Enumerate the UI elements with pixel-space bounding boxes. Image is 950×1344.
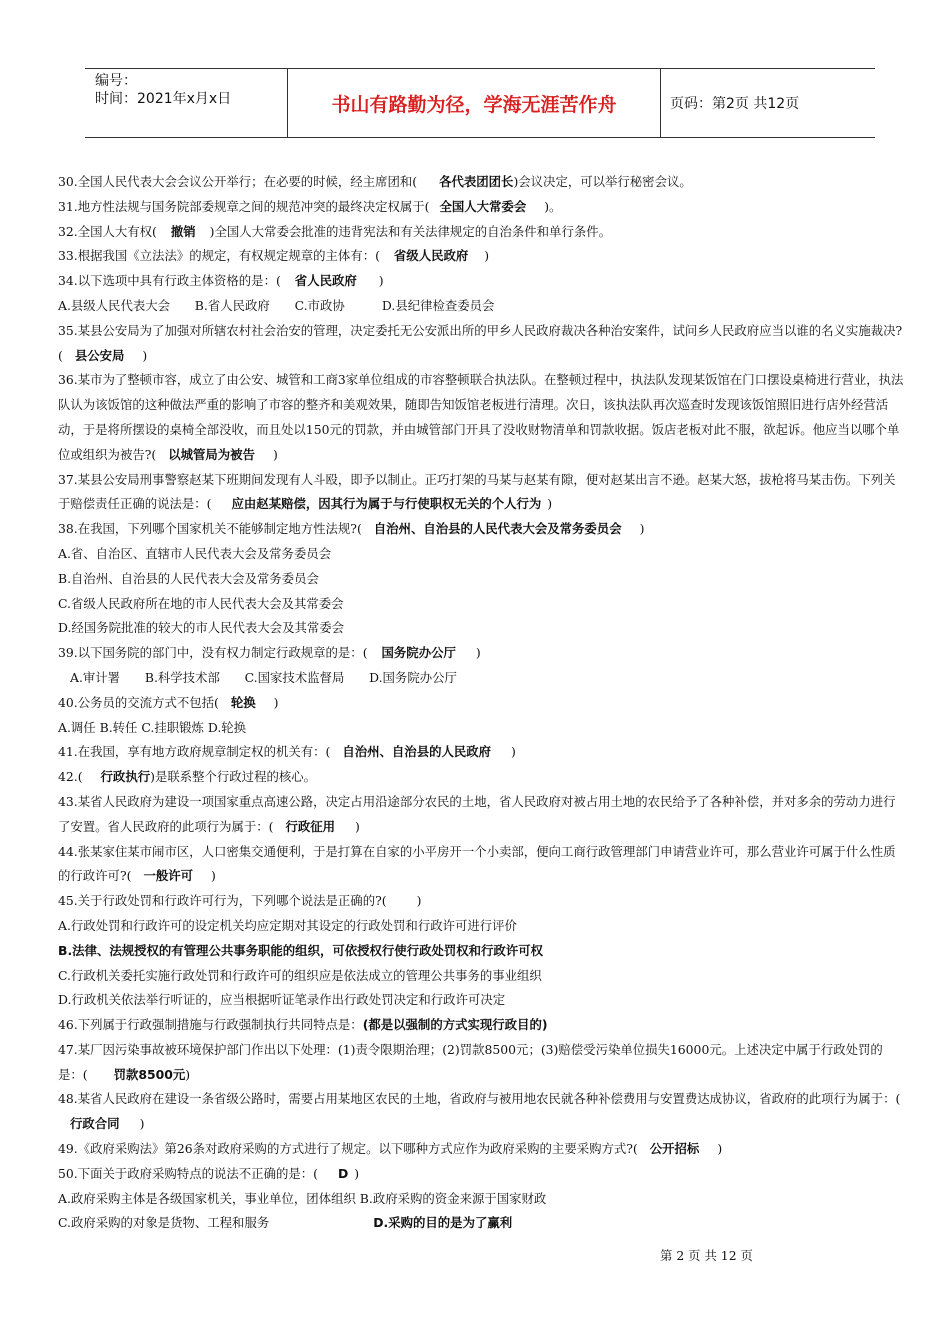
header-motto <box>287 69 661 137</box>
question-40-options: A.调任 B.转任 C.挂职锻炼 D.轮换 <box>58 719 247 735</box>
answer-40: 轮换 <box>230 694 256 710</box>
question-45-option-d: D.行政机关依法举行听证的，应当根据听证笔录作出行政处罚决定和行政许可决定 <box>58 992 506 1008</box>
question-44: 44.张某家住某市闹市区，人口密集交通便利，于是打算在自家的小平房开一个小卖部，便向工商行政管理部门申请营业许可，那么营业许可属于什么性质的行政许可?( 一般许可 ) <box>58 843 896 884</box>
question-30: 30.全国人民代表大会会议公开举行；在必要的时候，经主席团和( 各代表团团长)会议决定，可以举行秘密会议。 <box>58 174 692 189</box>
page-header <box>85 68 875 138</box>
answer-37: 应由赵某赔偿，因其行为属于与行使职权无关的个人行为 <box>231 496 542 512</box>
serial-label: 编号： <box>95 73 137 89</box>
header-meta <box>85 69 287 137</box>
answer-33: 省级人民政府 <box>393 248 469 264</box>
motto-text: 书山有路勤为径，学海无涯苦作舟 <box>331 93 617 116</box>
question-46: 46.下列属于行政强制措施与行政强制执行共同特点是：(都是以强制的方式实现行政目的) <box>58 1017 548 1033</box>
question-36: 36.某市为了整顿市容，成立了由公安、城管和工商3家单位组成的市容整顿联合执法队。在整顿过程中，执法队发现某饭馆在门口摆设桌椅进行营业，执法队认为该饭馆的这种做法严重的影响了市容的整齐和美观效果，随即告知饭馆老板进行清理。次日，该执法队再次巡查时发现该饭馆照旧进行店外经营活动，于是将所摆设的桌椅全部没收，而且处以150元的罚款，并由城管部门开具了没收财物清单和罚款收据。饭店老板对此不服，欲起诉。他应当以哪个单位或组织为被告?( 以城管局为被告 ) <box>58 372 904 462</box>
question-47: 47.某厂因污染事故被环境保护部门作出以下处理：(1)责令限期治理；(2)罚款8500元；(3)赔偿受污染单位损失16000元。上述决定中属于行政处罚的是：( 罚款8500元) <box>58 1041 883 1082</box>
question-42: 42.( 行政执行)是联系整个行政过程的核心。 <box>58 769 317 785</box>
question-45-option-c: C.行政机关委托实施行政处罚和行政许可的组织应是依法成立的管理公共事务的事业组织 <box>58 967 542 983</box>
answer-43: 行政征用 <box>285 818 336 834</box>
question-41: 41.在我国，享有地方政府规章制定权的机关有：( 自治州、自治县的人民政府 ) <box>58 744 516 760</box>
answer-38: 自治州、自治县的人民代表大会及常务委员会 <box>373 521 622 537</box>
answer-31: 全国人大常委会 <box>439 198 527 214</box>
page-indicator: 页码：第2页 共12页 <box>670 96 800 112</box>
answer-44: 一般许可 <box>143 868 193 884</box>
time-label: 时间：2021年x月x日 <box>95 91 232 107</box>
question-50-options-cd: C.政府采购的对象是货物、工程和服务 D.采购的目的是为了赢利 <box>58 1215 513 1231</box>
question-50: 50.下面关于政府采购特点的说法不正确的是：( D ) <box>58 1165 360 1181</box>
answer-32: 撤销 <box>170 223 196 239</box>
question-50-option-d: D.采购的目的是为了赢利 <box>373 1215 513 1231</box>
question-39-options: A.审计署 B.科学技术部 C.国家技术监督局 D.国务院办公厅 <box>70 669 457 685</box>
answer-36: 以城管局为被告 <box>168 446 255 462</box>
question-45: 45.关于行政处罚和行政许可行为，下列哪个说法是正确的?( ) <box>58 893 422 909</box>
answer-47: 罚款8500元 <box>113 1066 186 1082</box>
question-34-options: A.县级人民代表大会 B.省人民政府 C.市政协 D.县纪律检查委员会 <box>58 297 495 313</box>
answer-50: D <box>337 1165 349 1181</box>
question-50-options-ab: A.政府采购主体是各级国家机关，事业单位，团体组织 B.政府采购的资金来源于国家财政 <box>58 1190 547 1206</box>
question-40: 40.公务员的交流方式不包括( 轮换 ) <box>58 694 279 710</box>
question-45-option-a: A.行政处罚和行政许可的设定机关均应定期对其设定的行政处罚和行政许可进行评价 <box>58 917 517 933</box>
question-33: 33.根据我国《立法法》的规定，有权规定规章的主体有：( 省级人民政府 ) <box>58 248 490 264</box>
question-38-option-c: C.省级人民政府所在地的市人民代表大会及其常委会 <box>58 595 344 611</box>
question-38-option-d: D.经国务院批准的较大的市人民代表大会及其常委会 <box>58 620 345 636</box>
question-43: 43.某省人民政府为建设一项国家重点高速公路，决定占用沿途部分农民的土地，省人民政府对被占用土地的农民给予了各种补偿，并对多余的劳动力进行了安置。省人民政府的此项行为属于：( 行政征用 ) <box>58 793 896 834</box>
answer-49: 公开招标 <box>649 1141 700 1157</box>
question-32: 32.全国人大有权( 撤销 )全国人大常委会批准的违背宪法和有关法律规定的自治条件和单行条件。 <box>58 223 612 239</box>
answer-46: (都是以强制的方式实现行政目的) <box>362 1017 548 1033</box>
answer-42: 行政执行 <box>100 769 151 785</box>
answer-39: 国务院办公厅 <box>381 645 456 661</box>
question-45-option-b: B.法律、法规授权的有管理公共事务职能的组织，可依授权行使行政处罚权和行政许可权 <box>58 942 543 958</box>
answer-41: 自治州、自治县的人民政府 <box>342 744 492 760</box>
answer-35: 县公安局 <box>74 347 125 363</box>
question-38: 38.在我国，下列哪个国家机关不能够制定地方性法规?( 自治州、自治县的人民代表大会及常务委员会 ) <box>58 521 645 537</box>
answer-48: 行政合同 <box>70 1116 120 1132</box>
question-list <box>58 170 904 1236</box>
question-31: 31.地方性法规与国务院部委规章之间的规范冲突的最终决定权属于( 全国人大常委会 )。 <box>58 198 562 214</box>
question-34: 34.以下选项中具有行政主体资格的是：( 省人民政府 ) <box>58 273 384 289</box>
question-38-option-b: B.自治州、自治县的人民代表大会及常务委员会 <box>58 570 319 586</box>
question-48: 48.某省人民政府在建设一条省级公路时，需要占用某地区农民的土地，省政府与被用地农民就各种补偿费用与安置费达成协议，省政府的此项行为属于：(行政合同 ) <box>58 1091 901 1132</box>
question-49: 49.《政府采购法》第26条对政府采购的方式进行了规定。以下哪种方式应作为政府采购的主要采购方式?( 公开招标 ) <box>58 1141 723 1157</box>
question-38-option-a: A.省、自治区、直辖市人民代表大会及常务委员会 <box>58 545 332 561</box>
answer-34: 省人民政府 <box>294 273 357 289</box>
page-footer: 第 2 页 共 12 页 <box>660 1248 753 1263</box>
answer-30: 各代表团团长 <box>439 174 514 189</box>
question-37: 37.某县公安局刑事警察赵某下班期间发现有人斗殴，即予以制止。正巧打架的马某与赵某有隙，便对赵某出言不逊。赵某大怒，拔枪将马某击伤。下列关于赔偿责任正确的说法是：( 应由赵某赔偿，因其行为属于与行使职权无关的个人行为 ) <box>58 471 896 512</box>
question-39: 39.以下国务院的部门中，没有权力制定行政规章的是：( 国务院办公厅 ) <box>58 645 481 661</box>
question-35: 35.某县公安局为了加强对所辖农村社会治安的管理，决定委托无公安派出所的甲乡人民政府裁决各种治安案件，试问乡人民政府应当以谁的名义实施裁决?( 县公安局 ) <box>58 322 903 363</box>
